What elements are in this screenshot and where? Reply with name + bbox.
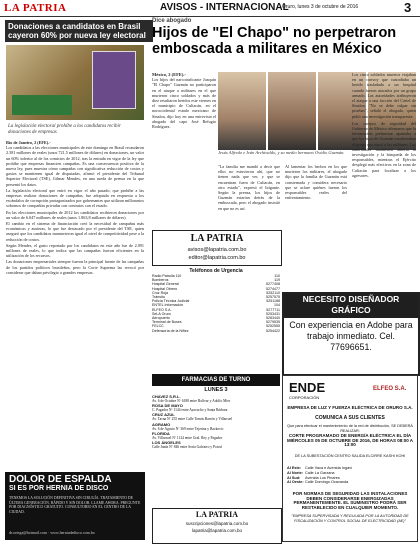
phone-service-name: SeLA Oruro <box>152 311 171 316</box>
ende-area-street: Avenida Los Pinares <box>305 475 340 480</box>
ende-area-row <box>287 480 413 485</box>
box2-logo: LA PATRIA <box>195 510 239 519</box>
box2-email-2[interactable]: lapatria@lapatria.com.bo <box>191 528 243 533</box>
pharmacies-list <box>152 387 280 449</box>
pharmacy-name: ROSA DE MAYO <box>152 403 183 409</box>
ende-logo-sub: CORPORACIÓN <box>289 395 320 400</box>
left-dateline: Río de Janeiro, 2 (EFE).- <box>6 140 51 145</box>
phone-service-name: FELCC <box>152 324 164 329</box>
left-paragraph: Según Mendes, el gasto reportado por los candidatos en este año fue de 2.091 millones de reales, lo que indica que las campañas fueron eficientes en la utilización de los recursos. <box>6 242 144 259</box>
ende-area-direction: Al Sud: <box>287 475 301 480</box>
ende-safety: POR NORMAS DE SEGURIDAD LAS INSTALACIONES DEBEN CONSIDERARSE ENERGIZADAS PERMANENTEMENTE. EL SUMINISTRO PODRÁ SER RESTABLECIDO EN CUALQUIER MOMENTO. <box>292 491 408 510</box>
ende-power-cut-notice <box>282 375 418 542</box>
phone-number: 119 <box>274 278 280 283</box>
pharmacy-item <box>152 394 280 403</box>
pharmacy-address: Av. 6 de Octubre Nº 6188 entre Bolívar y Adolfo Mier <box>152 399 231 403</box>
ende-area-direction: Al Este: <box>287 466 302 470</box>
phone-service-name: Cruz Roja <box>152 290 168 295</box>
phone-service-name: Tránsito <box>152 295 165 300</box>
phone-service-name: Hospital General <box>152 282 179 287</box>
left-article-body <box>6 140 144 276</box>
designer-job-ad <box>282 292 420 376</box>
left-article-headline: Donaciones a candidatos en Brasil cayeron 60% por nueva ley electoral <box>5 20 153 42</box>
phone-number: 5277408 <box>266 282 280 287</box>
emergency-phones <box>152 268 280 372</box>
pharmacy-name: CRUZ AZUL <box>152 412 175 418</box>
phone-row <box>152 329 280 333</box>
ende-cut: CORTE PROGRAMADO DE ENERGÍA ELÉCTRICA EL DÍA MIÉRCOLES 05 DE OCTUBRE DE 2016, DE HORAS 08:00 A 13:00 <box>286 433 414 448</box>
la-patria-contact-box <box>152 230 282 266</box>
main-headline: Hijos de "El Chapo" no perpetraron emboscada a militares en México <box>152 25 397 57</box>
phone-number: 5283440 <box>266 316 280 321</box>
ende-logo: ENDE <box>289 380 326 395</box>
pharmacy-name: FLORIDA <box>152 430 170 436</box>
phone-service-name: Defensoría de la Niñez <box>152 328 189 333</box>
phone-number: 5254422 <box>266 328 280 333</box>
phone-service-name: Aeropuerto <box>152 316 170 321</box>
phone-number: 110 <box>274 274 280 278</box>
right-article-text: Los cuerpos de seguridad del Gobierno de México afirmaron que la información preliminar apuntaba a que los hijos de Guzmán encabezaban el grupo que atacó a los militares. Las autoridades mantienen abierta la investigación y la búsqueda de los responsables, mientras el Ejército desplegó más efectivos en la zona de Culiacán para localizar a los agresores. <box>352 120 416 178</box>
pharmacy-item <box>152 431 280 440</box>
portrait-1 <box>218 72 266 150</box>
phone-service-name: Bomberos <box>152 278 169 283</box>
ad-contact: dr.ortega@hotmail.com · www.herniadedisco.com.bo <box>9 530 95 535</box>
ende-intro: Que para efectuar el mantenimiento de la red de distribución, SE DEBERÁ REALIZAR: <box>287 424 413 433</box>
ad-subtitle: SI ES POR HERNIA DE DISCO <box>9 485 109 492</box>
ende-areas-table <box>287 466 413 485</box>
pharmacy-address: Av. Tacna Nº 255 entre Calle Tomás Barrón y Villarroel <box>152 417 233 422</box>
pharmacy-item <box>152 412 280 421</box>
ende-area-street: Calle Vaca e Avenida Ingavi <box>305 466 352 470</box>
phone-number: 5257575 <box>266 295 280 300</box>
phone-service-name: ELFEO S.A. <box>152 307 172 312</box>
ende-notice: COMUNICA A SUS CLIENTES <box>315 415 385 421</box>
left-paragraph: En las elecciones municipales de 2012 los candidatos recibieron donaciones por un valor de 6.047 millones de reales (unos 1.863,8 millones de dólares). <box>6 209 144 220</box>
ende-area-street: Calle La Garzana <box>305 470 335 475</box>
designer-ad-title: NECESITO DISEÑADOR GRÁFICO <box>284 294 418 318</box>
newspaper-logo: LA PATRIA <box>4 2 67 14</box>
left-photo-caption: La legislación electoral prohíbe a los candidatos recibir donaciones de empresas <box>8 124 121 135</box>
ballot-card-image <box>92 51 136 109</box>
main-col1-text: Los hijos del narcotraficante Joaquín "El Chapo" Guzmán no participaron en el ataque a militares en el que murieron cinco soldados y más de diez resultaron heridos este viernes en el municipio de Culiacán, en el noroccidental estado mexicano de Sinaloa, dijo hoy en una entrevista el abogado del capo José Refugio Rodríguez. <box>152 77 216 130</box>
back-pain-ad <box>5 472 145 540</box>
ballot-box-image <box>12 95 72 115</box>
pharmacy-name: CHAVEZ S.R.L. <box>152 394 181 399</box>
pharmacy-address: Av. Villarroel Nº 1124 entre Gral. Rey y Pagador <box>152 435 223 440</box>
pharmacy-item <box>152 440 280 449</box>
box-logo: LA PATRIA <box>190 233 244 244</box>
box2-email-1[interactable]: suscripciones@lapatria.com.bo <box>185 521 249 526</box>
left-paragraph: El cambio en el sistema de financiación creó la necesidad de campañas más económicas y austeras, lo que fue destacado por el presidente del TSE, quien aseguró que los candidatos mantuvieron igual el nivel de competitividad pese a la reducción de costos. <box>6 221 144 242</box>
phone-service-name: Hospital Obrero <box>152 286 178 291</box>
article-kicker: Dice abogado <box>152 18 192 24</box>
elfeo-logo: ELFEO S.A. <box>373 386 407 392</box>
phone-service-name: Terminal de Buses <box>152 320 182 325</box>
phone-service-name: ENTEL Información <box>152 303 184 308</box>
left-paragraph: Los candidatos a las elecciones municipales de este domingo en Brasil recaudaron 2.381 millones de reales (unos 721,5 millones de dólares) en donaciones, un valor un 60% inferior al de los comicios de 2012, tras la entrada en vigor de la ley que prohíbe que empresas financien campañas. Es una consecuencia positiva de la nueva ley, pues muestra cómo campañas con significativa reducción de costos y gastos se mantienen igual de disputadas, afirmó el presidente del Tribunal Superior Electoral (TSE), Gilmar Mendes, en una rueda de prensa en la que presentó los datos. <box>6 145 144 187</box>
ende-area-direction: Al Oeste: <box>287 480 304 485</box>
ende-company: EMPRESA DE LUZ Y FUERZA ELÉCTRICA DE ORURO S.A. <box>287 405 413 410</box>
phone-number: 5251188 <box>266 299 280 304</box>
main-photo-caption: Jesús Alfredo e Iván Archivaldo, y su medio hermano Ovidio Guzmán. <box>218 150 345 155</box>
ende-feeder: DE LA SUBESTACIÓN CENTRO SALIDA ELCIRRE KASHI KOHI <box>294 454 406 458</box>
phone-number: 5277711 <box>266 307 280 312</box>
phone-service-name: Radio Patrulla 110 <box>152 274 182 278</box>
main-col4-text: Los cinco soldados muertos viajaban en un convoy que custodiaba un herido trasladado a un hospital cuando fueron atacados por un grupo armado. Las autoridades atribuyeron el ataque a una facción del Cártel de Sinaloa. "No se debe culpar sin pruebas", señaló el abogado, quien pidió una investigación transparente. <box>352 72 416 119</box>
box-email-1[interactable]: avisos@lapatria.com.bo <box>187 247 247 253</box>
ad-title: DOLOR DE ESPALDA <box>9 474 112 485</box>
main-article-col1 <box>152 72 216 129</box>
main-dateline: México, 2 (EFE).- <box>152 72 186 77</box>
left-paragraph: Las donaciones empresariales siempre fueron la principal fuente de las campañas de los partidos políticos brasileños, pero la Corte Suprema las revocó por considerar que daban privilegio a grandes empresas. <box>6 259 144 275</box>
phone-number: 5252555 <box>266 324 280 329</box>
pharmacy-address: Av. 6 de Agosto Nº 369 entre Tejerina y Backovic <box>152 426 224 431</box>
left-article-photo <box>6 45 144 120</box>
phone-number: 5253431 <box>266 311 280 316</box>
page-header <box>0 0 420 17</box>
pharmacies-day: LUNES 3 <box>204 387 228 393</box>
phone-number: 5274477 <box>266 286 280 291</box>
phone-number: 5279535 <box>266 320 280 325</box>
pharmacy-address: Calle Junín Nº 846 entre Soria Galvarro y Potosí <box>152 445 222 450</box>
main-article-col3: Al lamentar los hechos en los que murieron los militares, el abogado dijo que la familia de Guzmán está consternada y considera necesario que se aclare quiénes fueron los responsables reales del enfrentamiento. <box>285 164 347 201</box>
pharmacies-header: FARMACIAS DE TURNO <box>152 374 280 386</box>
phone-service-name: Policía Técnica Judicial <box>152 299 190 304</box>
edition-date: Oruro, lunes 3 de octubre de 2016 <box>282 4 359 10</box>
main-article-col2: "La familia me mandó a decir que ellos no estuvieron ahí, que no tienen nada que ver, y que se encuentran fuera de Culiacán, en otro estado", expresó el litigante. Según la prensa, los hijos de Guzmán estarían detrás de la emboscada, pero el abogado insistió en que no es así. <box>218 164 280 211</box>
phone-number: 5252110 <box>266 290 280 295</box>
left-paragraph: La legislación electoral que entró en vigor el año pasado, que prohíbe a las empresas realizar donaciones de campañas, fue adoptada en respuesta a los escándalos de corrupción protagonizados por gobernantes que utilizan millonarios sobornos de compañías privadas con contratos con el estado. <box>6 187 144 209</box>
section-title: AVISOS - INTERNACIONAL <box>160 2 289 13</box>
portrait-2 <box>268 72 316 150</box>
box-email-2[interactable]: editor@lapatria.com.bo <box>188 255 246 261</box>
phone-number: 104 <box>274 303 280 308</box>
page-number: 3 <box>404 0 412 15</box>
pharmacy-items <box>152 394 280 449</box>
ende-area-street: Calle Domingo Ocavanda <box>305 480 349 485</box>
phones-list <box>152 274 280 333</box>
la-patria-subscription-box <box>152 508 282 544</box>
phones-title: Teléfonos de Urgencia <box>189 268 243 274</box>
main-article-col4 <box>352 72 416 178</box>
pharmacy-address: C. Pagador Nº 1144 entre Ayacucho y Santa Bárbara <box>152 408 228 413</box>
pharmacy-item <box>152 422 280 431</box>
designer-ad-body: Con experiencia en Adobe para trabajo inmediato. Cel. 77696651. <box>289 320 413 352</box>
ad-text: TENEMOS LA SOLUCIÓN DEFINITIVA SIN CIRUGÍA. TRATAMIENTO DE ÚLTIMA GENERACIÓN, RÁPIDO Y SIN DOLOR. LLAME AHORA. PREGUNTE POR DIAGNÓSTICO GRATUITO. CONSULTORIO EN EL CENTRO DE LA CIUDAD. <box>9 496 141 514</box>
pharmacy-name: AGRAMO <box>152 421 171 427</box>
ende-slogan: "EMPRESA SUPERVISADA Y REGULADA POR LA AUTORIDAD DE FISCALIZACIÓN Y CONTROL SOCIAL DE ELECTRICIDAD (AE)" <box>291 514 409 523</box>
pharmacy-name: LOS ÁNGELES <box>152 440 181 446</box>
pharmacy-item <box>152 403 280 412</box>
ende-area-direction: Al Norte: <box>287 470 304 475</box>
